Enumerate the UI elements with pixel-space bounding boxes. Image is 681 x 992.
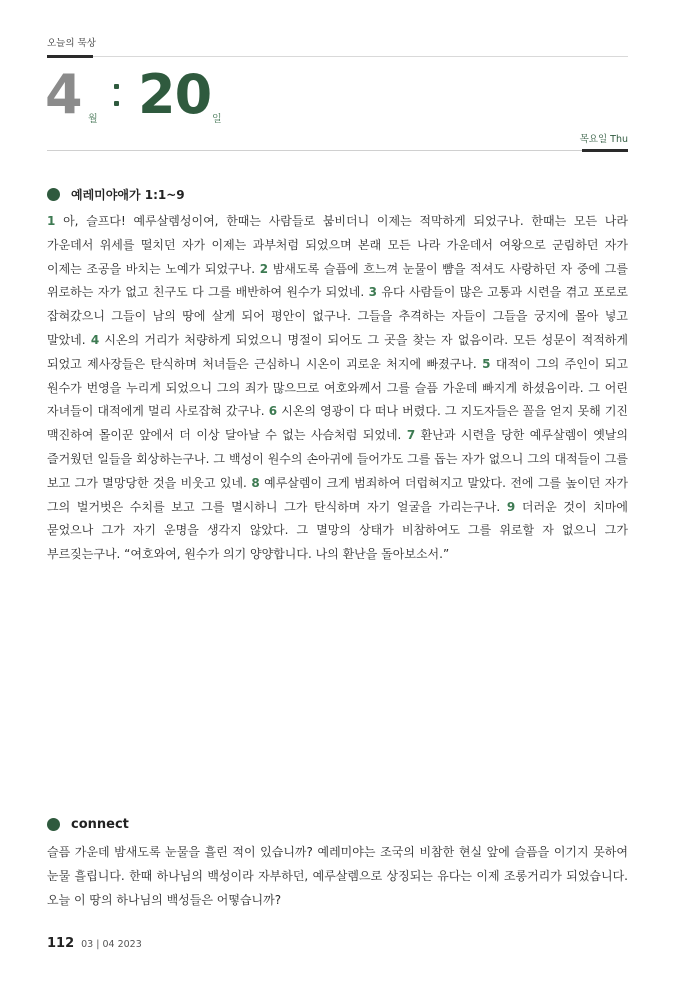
bullet-icon [47,188,60,201]
verse-text: 대적이 그의 주인이 되고 원수가 번영을 누리게 되었으니 그의 죄가 많으므로 여호와께서 그를 슬픔 가운데 빠지게 하셨음이라. 그 어린 자녀들이 대적에게 멀리 사로잡혀 갔구나. [47,356,628,419]
connect-text: 슬픔 가운데 밤새도록 눈물을 흘린 적이 있습니까? 예레미야는 조국의 비참한 현실 앞에 슬픔을 이기지 못하여 눈물 흘립니다. 한때 하나님의 백성이라 자부하던, 예루살렘으로 상징되는 유다는 이제 조롱거리가 되었습니다. 오늘 이 땅의 하나님의 백성들은 어떻습니까? [47,845,628,907]
verse-number: 9 [506,499,516,514]
verse-text: 더러운 것이 치마에 묻었으나 그가 자기 운명을 생각지 않았다. 그 멸망의 상태가 비참하여도 그를 위로할 자 없으니 그가 부르짖는구나. “여호와여, 원수가 의기 양양합니다. 나의 환난을 돌아보소서.” [47,499,628,562]
verse-text: 환난과 시련을 당한 예루살렘이 옛날의 즐거웠던 일들을 회상하는구나. 그 백성이 원수의 손아귀에 들어가도 그를 돕는 자가 없으니 그의 대적들이 그를 보고 그가 멸망당한 것을 비웃고 있네. [47,428,628,490]
verse-number: 3 [368,285,377,300]
scripture-reference: 예레미야애가 1:1~9 [71,188,185,202]
verse-text: 예루살렘이 크게 범죄하여 더럽혀지고 말았다. 전에 그를 높이던 자가 그의 벌거벗은 수치를 보고 그를 멸시하니 그가 탄식하며 자기 얼굴을 가리는구나. [47,475,628,514]
date-month: 4 [45,63,82,126]
header-divider-accent [47,55,93,58]
verse-number: 6 [268,404,278,419]
issue-date: 03 | 04 2023 [81,939,142,950]
verse-text: 아, 슬프다! 예루살렘성이여, 한때는 사람들로 붐비더니 이제는 적막하게 되었구나. 한때는 모든 나라 가운데서 위세를 떨치던 자가 이제는 과부처럼 되었으며 본래 모든 나라 가운데서 여왕으로 군림하던 자가 이제는 조공을 바치는 노예가 되었구나. [47,214,628,276]
date-divider-accent [582,149,628,152]
header-divider [47,56,628,57]
date-divider [47,150,628,151]
verse-number: 1 [47,214,56,228]
scripture-heading [47,186,185,203]
date-day: 20 [138,63,212,126]
verse-text: 시온의 영광이 다 떠나 버렸다. 그 지도자들은 꼴을 얻지 못해 기진 맥진하여 몰이꾼 앞에서 더 이상 달아날 수 없는 사슴처럼 되었네. [47,404,628,443]
date-month-unit: 월 [88,114,98,125]
date-day-unit: 일 [212,114,222,125]
verse-number: 5 [482,356,491,371]
verse-text: 밤새도록 슬픔에 흐느껴 눈물이 뺨을 적셔도 사랑하던 자 중에 그를 위로하는 자가 없고 친구도 다 그를 배반하여 원수가 되었네. [47,261,628,300]
verse-number: 2 [259,261,269,276]
verse-number: 8 [251,475,260,490]
connect-title: connect [71,817,129,832]
verse-text: 유다 사람들이 많은 고통과 시련을 겪고 포로로 잡혀갔으니 그들이 남의 땅에 살게 되어 평안이 없구나. 그들을 추격하는 자들이 그들을 궁지에 몰아 넣고 말았네. [47,285,628,347]
section-label: 오늘의 묵상 [47,38,96,49]
weekday-label: 목요일 Thu [579,134,628,145]
scripture-text [47,210,628,567]
page-footer [47,936,142,951]
page-number: 112 [47,936,75,951]
verse-number: 4 [90,332,100,347]
date-separator [114,80,120,110]
verse-number: 7 [406,428,416,443]
connect-heading [47,817,129,832]
verse-text: 시온의 거리가 처량하게 되었으니 명절이 되어도 그 곳을 찾는 자 없음이라. 모든 성문이 적적하게 되었고 제사장들은 탄식하며 처녀들은 근심하니 시온이 괴로운 처지에 빠졌구나. [47,332,628,371]
bullet-icon [47,818,60,831]
